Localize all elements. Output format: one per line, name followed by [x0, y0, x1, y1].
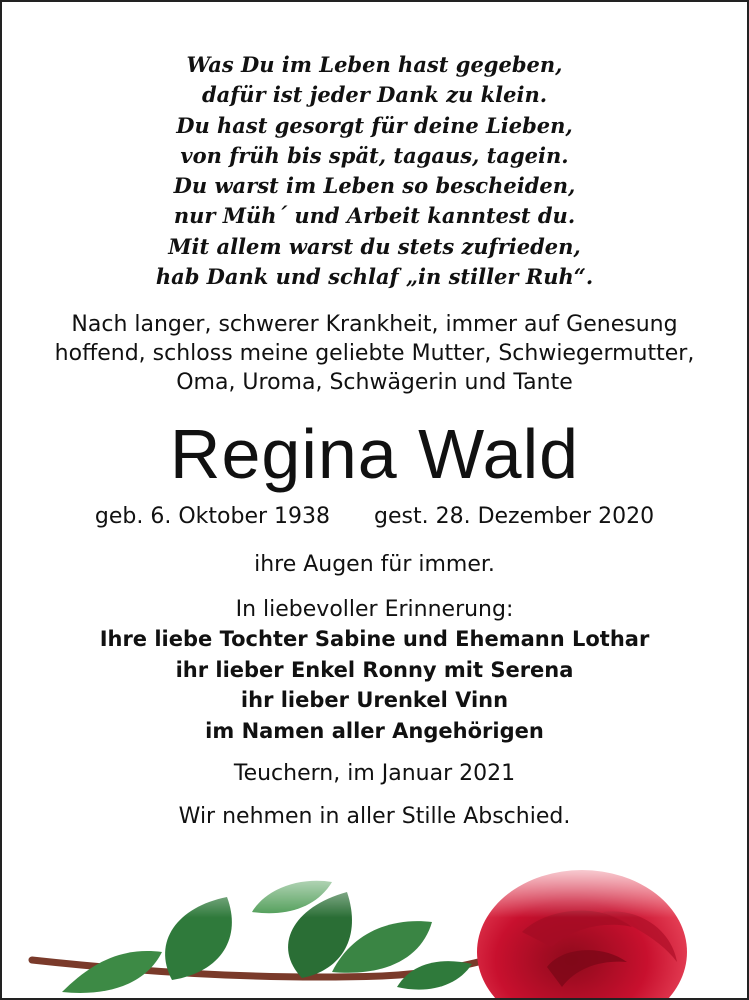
poem-line: Was Du im Leben hast gegeben, — [186, 52, 563, 77]
intro-text — [2, 310, 747, 397]
farewell-line: Wir nehmen in aller Stille Abschied. — [178, 804, 571, 829]
intro-line: Oma, Uroma, Schwägerin und Tante — [176, 370, 573, 395]
birth-date: geb. 6. Oktober 1938 — [94, 504, 331, 529]
family-line: ihr lieber Enkel Ronny mit Serena — [175, 657, 574, 682]
poem-line: Mit allem warst du stets zufrieden, — [168, 233, 581, 259]
poem-line: dafür ist jeder Dank zu klein. — [201, 82, 548, 108]
deceased-name: Regina Wald — [169, 415, 580, 493]
poem — [2, 50, 747, 292]
family-line: Ihre liebe Tochter Sabine und Ehemann Lothar — [99, 627, 650, 651]
memory-heading: In liebevoller Erinnerung: — [235, 597, 514, 622]
poem-line: Du hast gesorgt für deine Lieben, — [176, 112, 573, 138]
life-dates — [2, 502, 747, 532]
poem-line: von früh bis spät, tagaus, tagein. — [180, 142, 569, 168]
death-date: gest. 28. Dezember 2020 — [374, 504, 655, 529]
intro-line: Nach langer, schwerer Krankheit, immer auf Genesung — [71, 312, 678, 337]
poem-line: nur Müh´ und Arbeit kanntest du. — [173, 203, 576, 229]
poem-line: hab Dank und schlaf „in stiller Ruh“. — [155, 264, 594, 290]
poem-line: Du warst im Leben so bescheiden, — [173, 173, 576, 199]
place-date: Teuchern, im Januar 2021 — [233, 761, 516, 786]
intro-line: hoffend, schloss meine geliebte Mutter, Schwiegermutter, — [54, 341, 695, 366]
rose-illustration — [2, 852, 747, 998]
family-line: ihr lieber Urenkel Vinn — [240, 688, 509, 712]
family-line: im Namen aller Angehörigen — [205, 718, 544, 743]
eyes-line: ihre Augen für immer. — [254, 552, 495, 577]
family-list — [2, 624, 747, 746]
